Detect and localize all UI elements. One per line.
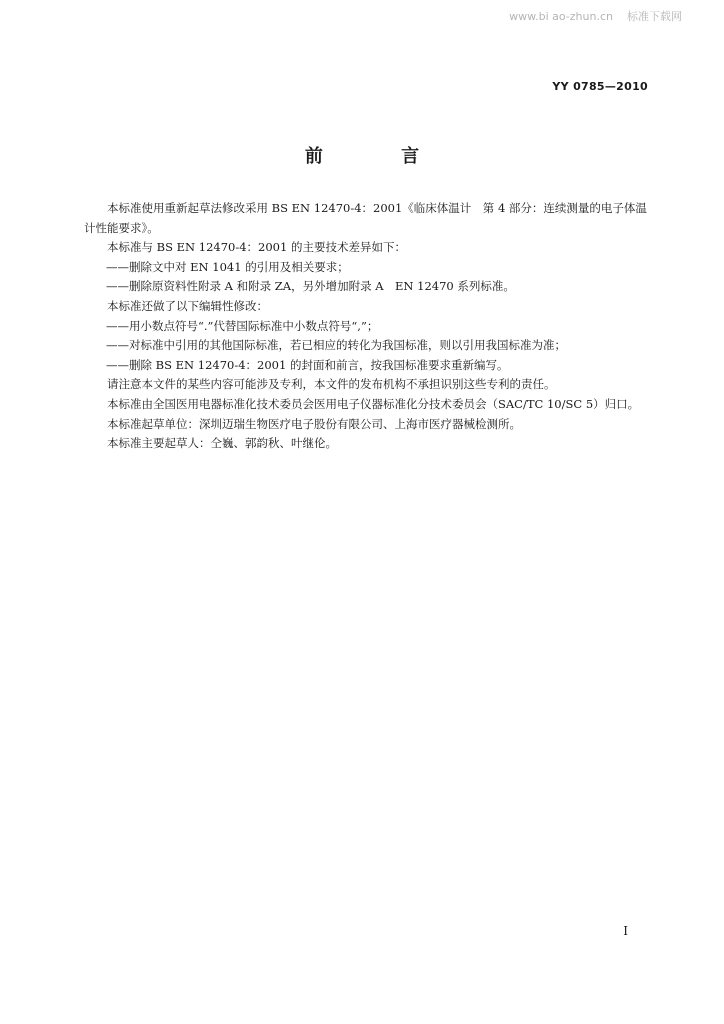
watermark-site-name: 标准下载网 [627, 10, 682, 23]
list-item-editorial-1: ——用小数点符号“.”代替国际标准中小数点符号“,”； [106, 318, 379, 333]
watermark [509, 8, 682, 24]
list-item-editorial-2: ——对标准中引用的其他国际标准，若已相应的转化为我国标准，则以引用我国标准为准； [106, 338, 566, 353]
paragraph-differences-intro: 本标准与 BS EN 12470-4：2001 的主要技术差异如下： [107, 240, 406, 255]
foreword-body [84, 199, 650, 454]
paragraph-drafters: 本标准主要起草人：仝巍、郭韵秋、叶继伦。 [107, 436, 337, 451]
paragraph-editorial-intro: 本标准还做了以下编辑性修改： [107, 298, 268, 313]
paragraph-patent-notice: 请注意本文件的某些内容可能涉及专利，本文件的发布机构不承担识别这些专利的责任。 [107, 377, 556, 392]
list-item-editorial-3: ——删除 BS EN 12470-4：2001 的封面和前言，按我国标准要求重新编写。 [106, 357, 509, 372]
paragraph-adoption: 本标准使用重新起草法修改采用 BS EN 12470-4：2001《临床体温计 第 4 部分：连续测量的电子体温计性能要求》。 [84, 201, 647, 235]
paragraph-drafting-units: 本标准起草单位：深圳迈瑞生物医疗电子股份有限公司、上海市医疗器械检测所。 [107, 416, 521, 431]
page-title: 前 言 [304, 146, 456, 167]
standard-code: YY 0785—2010 [552, 80, 648, 93]
page-number: I [623, 924, 628, 938]
list-item-difference-2: ——删除原资料性附录 A 和附录 ZA，另外增加附录 A EN 12470 系列标准。 [106, 279, 515, 294]
watermark-url: www.bi ao-zhun.cn [509, 10, 613, 23]
paragraph-committee: 本标准由全国医用电器标准化技术委员会医用电子仪器标准化分技术委员会（SAC/TC 10/SC 5）归口。 [107, 396, 640, 411]
list-item-difference-1: ——删除文中对 EN 1041 的引用及相关要求； [106, 259, 349, 274]
